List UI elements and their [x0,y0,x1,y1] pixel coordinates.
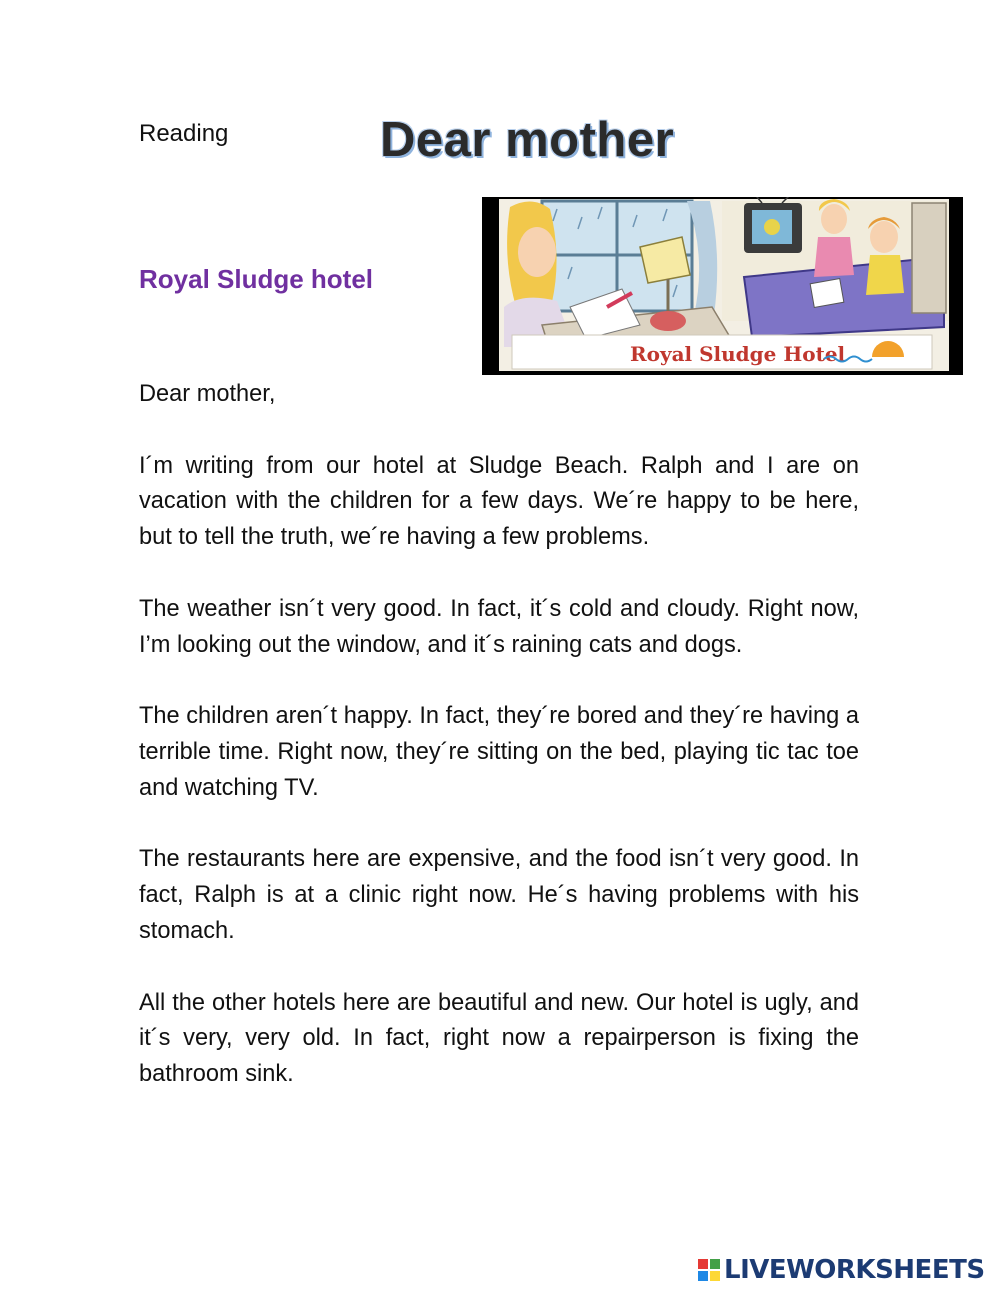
hotel-sign-text: Royal Sludge Hotel [630,342,846,366]
hotel-illustration-drawing [482,197,963,375]
reading-label: Reading [139,120,229,147]
hotel-illustration [482,197,963,375]
boy-face [870,221,898,253]
letter-paragraph: The children aren´t happy. In fact, they´re bored and they´re having a terrible time. Right now, they´re sitting on the bed, playing tic tac toe and watching TV. [139,703,859,801]
letter-body [139,377,859,1129]
letter-paragraph: The weather isn´t very good. In fact, it´s cold and cloudy. Right now, I’m looking out the window, and it´s raining cats and dogs. [139,595,859,658]
tic-tac-toe-paper [810,279,844,308]
headboard [912,203,946,313]
letter-paragraph: I´m writing from our hotel at Sludge Beach. Ralph and I are on vacation with the children for a few days. We´re happy to be here, but to tell the truth, we´re having a few problems. [139,452,859,551]
letter-greeting: Dear mother, [139,381,276,407]
letter-paragraph: The restaurants here are expensive, and the food isn´t very good. In fact, Ralph is at a clinic right now. He´s having problems with his stomach. [139,846,859,944]
liveworksheets-logo [698,1255,985,1285]
page-title: Dear mother [380,113,675,167]
girl-body [814,237,854,277]
letter-paragraph: All the other hotels here are beautiful and new. Our hotel is ugly, and it´s very, very old. In fact, right now a repairperson is fixing the bathroom sink. [139,989,859,1088]
logo-cubes-icon [698,1259,720,1281]
lamp-base [650,311,686,331]
girl-face [821,204,847,234]
woman-face [518,227,556,277]
boy-body [866,255,904,295]
hotel-subtitle: Royal Sludge hotel [139,264,374,294]
logo-text: LIVEWORKSHEETS [724,1255,985,1285]
